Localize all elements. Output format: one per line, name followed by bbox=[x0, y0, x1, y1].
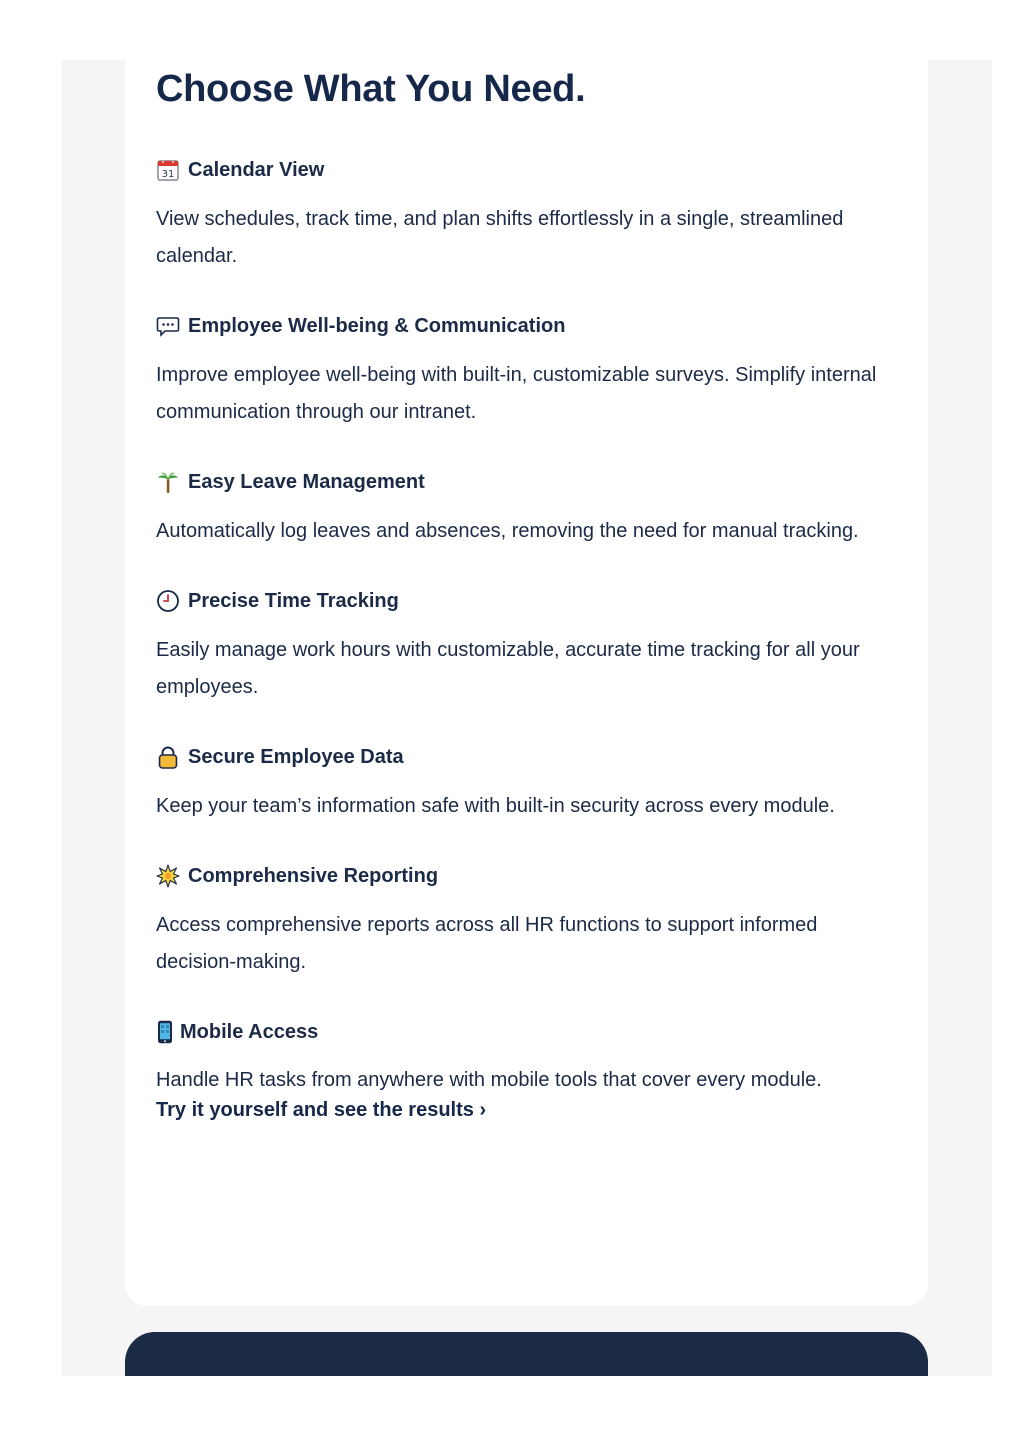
feature-title: Precise Time Tracking bbox=[188, 589, 399, 612]
svg-text:31: 31 bbox=[161, 169, 175, 180]
feature-description: Improve employee well-being with built-in, customizable surveys. Simplify internal communication through our intranet. bbox=[156, 364, 877, 423]
feature-employee-wellbeing bbox=[156, 311, 916, 431]
feature-header bbox=[156, 467, 916, 497]
feature-description: Keep your team’s information safe with built-in security across every module. bbox=[156, 795, 835, 817]
feature-header bbox=[156, 311, 916, 341]
try-it-yourself-link[interactable]: Try it yourself and see the results › bbox=[156, 1099, 487, 1121]
feature-mobile-access bbox=[156, 1017, 916, 1125]
feature-title: Comprehensive Reporting bbox=[188, 864, 439, 887]
feature-reporting bbox=[156, 861, 916, 981]
feature-description: Access comprehensive reports across all HR functions to support informed decision-making. bbox=[156, 914, 818, 973]
speech-bubble-icon bbox=[156, 314, 180, 338]
feature-list bbox=[156, 155, 916, 1125]
feature-header bbox=[156, 1017, 916, 1047]
feature-time-tracking bbox=[156, 586, 916, 706]
feature-leave-management bbox=[156, 467, 916, 550]
clock-icon bbox=[156, 589, 180, 613]
sparkle-burst-icon bbox=[156, 864, 180, 888]
features-card-content bbox=[156, 66, 916, 1161]
feature-title: Secure Employee Data bbox=[188, 745, 404, 768]
dark-panel bbox=[125, 1332, 928, 1376]
feature-title: Mobile Access bbox=[180, 1020, 319, 1043]
feature-secure-data bbox=[156, 742, 916, 825]
feature-header bbox=[156, 861, 916, 891]
feature-calendar-view bbox=[156, 155, 916, 275]
feature-description: Easily manage work hours with customizable, accurate time tracking for all your employees. bbox=[156, 639, 860, 698]
feature-title: Calendar View bbox=[188, 158, 325, 181]
feature-header bbox=[156, 155, 916, 185]
feature-description: Automatically log leaves and absences, removing the need for manual tracking. bbox=[156, 520, 859, 542]
section-title: Choose What You Need. bbox=[156, 68, 586, 110]
feature-header bbox=[156, 742, 916, 772]
feature-title: Easy Leave Management bbox=[188, 470, 425, 493]
feature-title: Employee Well-being & Communication bbox=[188, 314, 566, 337]
feature-description: Handle HR tasks from anywhere with mobile tools that cover every module. bbox=[156, 1069, 822, 1091]
feature-description: View schedules, track time, and plan shifts effortlessly in a single, streamlined calendar. bbox=[156, 208, 844, 267]
features-card bbox=[125, 60, 928, 1306]
feature-header bbox=[156, 586, 916, 616]
calendar-icon bbox=[156, 158, 180, 182]
mobile-phone-icon bbox=[156, 1020, 174, 1044]
lock-icon bbox=[156, 745, 180, 769]
page-background bbox=[62, 60, 992, 1376]
palm-tree-icon bbox=[156, 470, 180, 494]
